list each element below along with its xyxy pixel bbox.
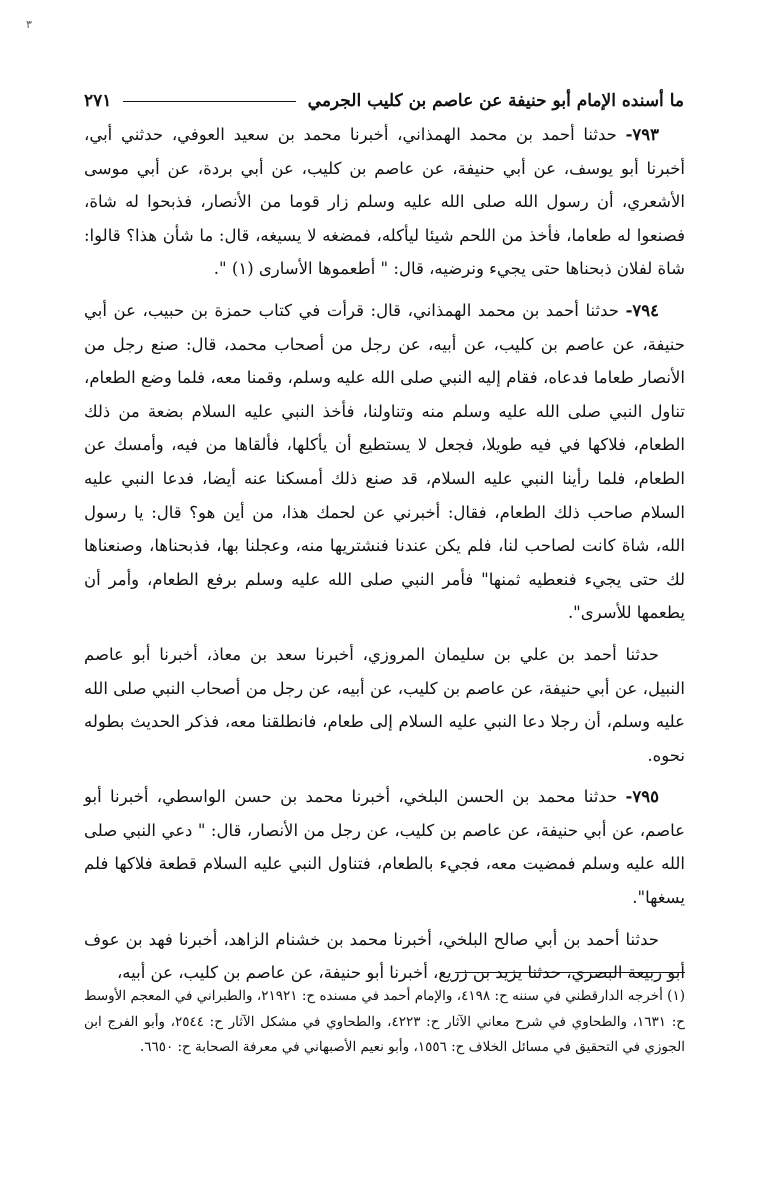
hadith-text: حدثنا أحمد بن محمد الهمذاني، أخبرنا محمد بن سعيد العوفي، حدثني أبي، أخبرنا أبو يوسف، عن أبي حنيفة، عن عاصم بن كليب، عن أبي بردة، عن أبي موسى الأشعري، أن رسول الله صلى الله عليه وسلم زار قوما من الأنصار، فذبحوا له شاة، فصنعوا له طعاما، فأخذ من اللحم شيئا ليأكله، فمضغه لا يسيغه، قال: ما شأن هذا؟ قالوا: شاة لفلان ذبحناها حتى يجيء ونرضيه، قال: " أطعموها الأسارى (١) ". [84,125,685,279]
hadith-paragraph [84,638,685,772]
hadith-text: حدثنا محمد بن الحسن البلخي، أخبرنا محمد بن حسن الواسطي، أخبرنا أبو عاصم، عن أبي حنيفة، عن عاصم بن كليب، عن رجل من الأنصار، قال: " دعي النبي صلى الله عليه وسلم فمضيت معه، فجيء بالطعام، فتناول النبي عليه السلام قطعة فلاكها فلم يسغها". [84,787,685,908]
hadith-number: ٧٩٤- [625,300,660,320]
page-body [84,118,685,998]
hadith-paragraph [84,923,685,990]
scan-corner-mark: ٣ [26,18,32,31]
hadith-number: ٧٩٥- [625,787,659,807]
hadith-text: حدثنا أحمد بن علي بن سليمان المروزي، أخبرنا سعد بن معاذ، أخبرنا أبو عاصم النبيل، عن أبي حنيفة، عن عاصم بن كليب، عن أبيه، عن رجل من أصحاب النبي صلى الله عليه وسلم، أن رجلا دعا النبي عليه السلام إلى طعام، فانطلقنا معه، فذكر الحديث بطوله نحوه. [84,644,685,765]
header-rule [123,101,295,102]
hadith-paragraph [84,780,685,914]
header-title: ما أسنده الإمام أبو حنيفة عن عاصم بن كليب الجرمي [307,91,684,111]
hadith-text: حدثنا أحمد بن محمد الهمذاني، قال: قرأت في كتاب حمزة بن حبيب، عن أبي حنيفة، عن عاصم بن كليب، عن أبيه، عن رجل من أصحاب محمد، قال: صنع رجل من الأنصار طعاما فدعاه، فقام إليه النبي صلى الله عليه وسلم، وقمنا معه، فلما وضع الطعام، تناول النبي صلى الله عليه وسلم منه وتناولنا، فأخذ النبي عليه السلام بضعة من ذلك الطعام، فلاكها في فيه طويلا، فجعل لا يستطيع أن يأكلها، فألقاها من فيه، وأمسك عن الطعام، فلما رأينا النبي عليه السلام، قد صنع ذلك أمسكنا عنه أيضا، فدعا النبي عليه السلام صاحب ذلك الطعام، فقال: أخبرني عن لحمك هذا، من أين هو؟ قال: يا رسول الله، شاة كانت لصاحب لنا، فلم يكن عندنا فنشتريها منه، وعجلنا بها، فذبحناها، وصنعناها لك حتى يجيء فنعطيه ثمنها" فأمر النبي صلى الله عليه وسلم برفع الطعام، وأمر أن يطعمها للأسرى". [84,300,685,623]
hadith-paragraph [84,294,685,630]
footnote-text: (١) أخرجه الدارقطني في سننه ح: ٤١٩٨، والإمام أحمد في مسنده ح: ٢١٩٢١، والطبراني في المعجم الأوسط ح: ١٦٣١، والطحاوي في شرح معاني الآثار ح: ٤٢٢٣، والطحاوي في مشكل الآثار ح: ٢٥٤٤، وأبو الفرج ابن الجوزي في التحقيق في مسائل الخلاف ح: ١٥٥٦، وأبو نعيم الأصبهاني في معرفة الصحابة ح: ٦٦٥٠. [84,988,685,1055]
footnote [84,984,685,1061]
hadith-paragraph [84,118,685,286]
page-number: ٢٧١ [84,91,112,111]
hadith-number: ٧٩٣- [625,125,660,144]
running-header [84,86,684,116]
footnote-separator [455,972,685,973]
hadith-text: حدثنا أحمد بن أبي صالح البلخي، أخبرنا محمد بن خشنام الزاهد، أخبرنا فهد بن عوف أبو ربيعة البصري، حدثنا يزيد بن زريع، أخبرنا أبو حنيفة، عن عاصم بن كليب، عن أبيه، [84,929,685,983]
